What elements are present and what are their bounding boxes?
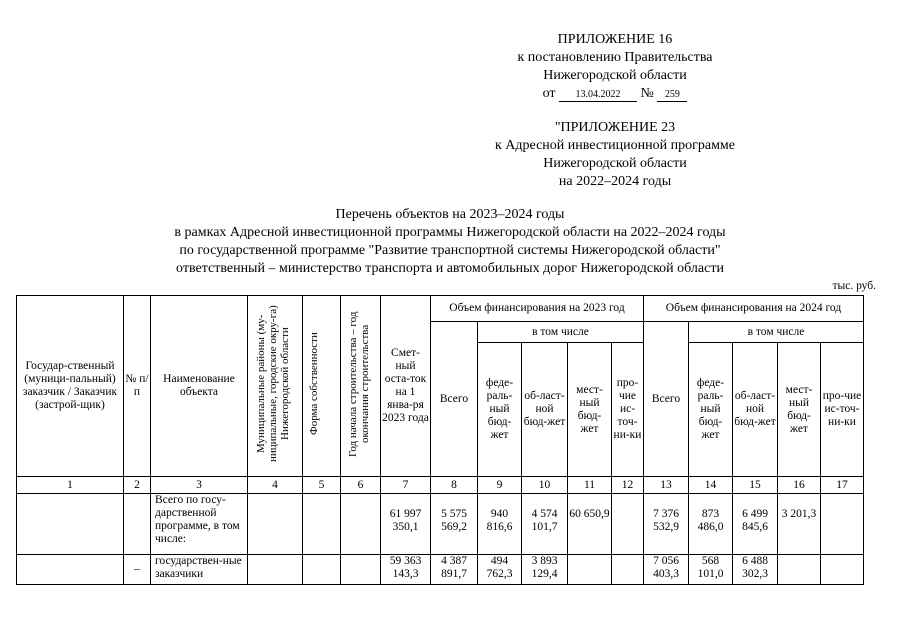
- col-number: 1: [17, 477, 124, 494]
- cell-federal-2023: 940 816,6: [478, 494, 522, 555]
- cell: [341, 494, 381, 555]
- col-number: 13: [644, 477, 689, 494]
- cell-estimate: 61 997 350,1: [381, 494, 431, 555]
- col-number: 11: [568, 477, 612, 494]
- appendix23-line2: к Адресной инвестиционной программе: [494, 138, 736, 153]
- header-local-2024: мест-ный бюд-жет: [778, 343, 821, 477]
- cell: [17, 555, 124, 585]
- doc-title-line3: по государственной программе "Развитие транспортной системы Нижегородской области": [179, 243, 721, 258]
- header-fin2024: Объем финансирования на 2024 год: [644, 296, 864, 322]
- header-name: Наименование объекта: [151, 296, 248, 477]
- column-number-row: [17, 477, 864, 494]
- header-local-2023: мест-ный бюд-жет: [568, 343, 612, 477]
- cell-estimate: 59 363 143,3: [381, 555, 431, 585]
- appendix16-line2: к постановлению Правительства: [517, 50, 713, 65]
- header-regional-2024: об-ласт-ной бюд-жет: [733, 343, 778, 477]
- appendix23-line4: на 2022–2024 годы: [558, 174, 672, 189]
- header-total-2024: Всего: [644, 322, 689, 477]
- cell-total-2023: 4 387 891,7: [431, 555, 478, 585]
- cell-local-2023: [568, 555, 612, 585]
- header-districts-text: Муниципальные районы (му-ниципальные, городские окру-га) Нижегородской области: [255, 305, 291, 463]
- header-estimate: Смет-ный оста-ток на 1 янва-ря 2023 года: [381, 296, 431, 477]
- cell-other-2023: [612, 555, 644, 585]
- col-number: 5: [303, 477, 341, 494]
- header-other-2024: про-чие ис-точ-ни-ки: [821, 343, 864, 477]
- header-federal-2023: феде-раль-ный бюд-жет: [478, 343, 522, 477]
- header-incl-2024: в том числе: [689, 322, 864, 343]
- cell: [248, 555, 303, 585]
- cell-total-2024: 7 376 532,9: [644, 494, 689, 555]
- number-label: №: [640, 86, 654, 101]
- cell-object-name: Всего по госу-дарственной программе, в том числе:: [151, 494, 248, 555]
- cell-federal-2024: 568 101,0: [689, 555, 733, 585]
- cell-object-name: государствен-ные заказчики: [151, 555, 248, 585]
- cell-other-2023: [612, 494, 644, 555]
- header-regional-2023: об-ласт-ной бюд-жет: [522, 343, 568, 477]
- header-other-2023: про-чие ис-точ-ни-ки: [612, 343, 644, 477]
- table-row: [17, 555, 864, 585]
- col-number: 12: [612, 477, 644, 494]
- cell-total-2023: 5 575 569,2: [431, 494, 478, 555]
- appendix16-title: ПРИЛОЖЕНИЕ 16: [557, 32, 673, 47]
- header-num: № п/п: [124, 296, 151, 477]
- cell-federal-2023: 494 762,3: [478, 555, 522, 585]
- cell-regional-2023: 4 574 101,7: [522, 494, 568, 555]
- header-row-1: [17, 296, 864, 322]
- cell-local-2024: [778, 555, 821, 585]
- cell-local-2023: 60 650,9: [568, 494, 612, 555]
- cell-dash: –: [124, 555, 151, 585]
- header-customer: Государ-ственный (муници-пальный) заказчик / Заказчик (застрой-щик): [17, 296, 124, 477]
- col-number: 16: [778, 477, 821, 494]
- header-ownership-text: Форма собственности: [307, 332, 320, 436]
- col-number: 3: [151, 477, 248, 494]
- col-number: 8: [431, 477, 478, 494]
- col-number: 15: [733, 477, 778, 494]
- col-number: 2: [124, 477, 151, 494]
- cell: [124, 494, 151, 555]
- decree-number: 259: [657, 89, 687, 102]
- header-federal-2024: феде-раль-ный бюд-жет: [689, 343, 733, 477]
- header-incl-2023: в том числе: [478, 322, 644, 343]
- header-years-text: Год начала строительства – год окончания строительства: [346, 311, 371, 457]
- col-number: 17: [821, 477, 864, 494]
- doc-title-line4: ответственный – министерство транспорта и автомобильных дорог Нижегородской области: [176, 261, 724, 276]
- cell: [303, 494, 341, 555]
- cell-other-2024: [821, 494, 864, 555]
- header-total-2023: Всего: [431, 322, 478, 477]
- cell: [248, 494, 303, 555]
- cell: [17, 494, 124, 555]
- cell-local-2024: 3 201,3: [778, 494, 821, 555]
- appendix23-title: "ПРИЛОЖЕНИЕ 23: [554, 120, 676, 135]
- cell-other-2024: [821, 555, 864, 585]
- appendix23-line3: Нижегородской области: [543, 156, 687, 171]
- col-number: 10: [522, 477, 568, 494]
- col-number: 4: [248, 477, 303, 494]
- appendix16-line3: Нижегородской области: [543, 68, 687, 83]
- decree-date: 13.04.2022: [559, 89, 637, 102]
- cell-regional-2024: 6 499 845,6: [733, 494, 778, 555]
- col-number: 6: [341, 477, 381, 494]
- from-label: от: [542, 86, 556, 101]
- cell-federal-2024: 873 486,0: [689, 494, 733, 555]
- header-districts: [248, 296, 303, 477]
- doc-title-line2: в рамках Адресной инвестиционной программы Нижегородской области на 2022–2024 годы: [174, 225, 726, 240]
- objects-table: [16, 295, 864, 585]
- col-number: 14: [689, 477, 733, 494]
- col-number: 9: [478, 477, 522, 494]
- cell-regional-2024: 6 488 302,3: [733, 555, 778, 585]
- header-ownership: [303, 296, 341, 477]
- header-years: [341, 296, 381, 477]
- doc-title-line1: Перечень объектов на 2023–2024 годы: [335, 207, 565, 222]
- units-label: тыс. руб.: [832, 280, 876, 292]
- col-number: 7: [381, 477, 431, 494]
- cell-total-2024: 7 056 403,3: [644, 555, 689, 585]
- cell: [341, 555, 381, 585]
- cell: [303, 555, 341, 585]
- cell-regional-2023: 3 893 129,4: [522, 555, 568, 585]
- header-fin2023: Объем финансирования на 2023 год: [431, 296, 644, 322]
- table-row: [17, 494, 864, 555]
- appendix16-date-line: [480, 85, 750, 103]
